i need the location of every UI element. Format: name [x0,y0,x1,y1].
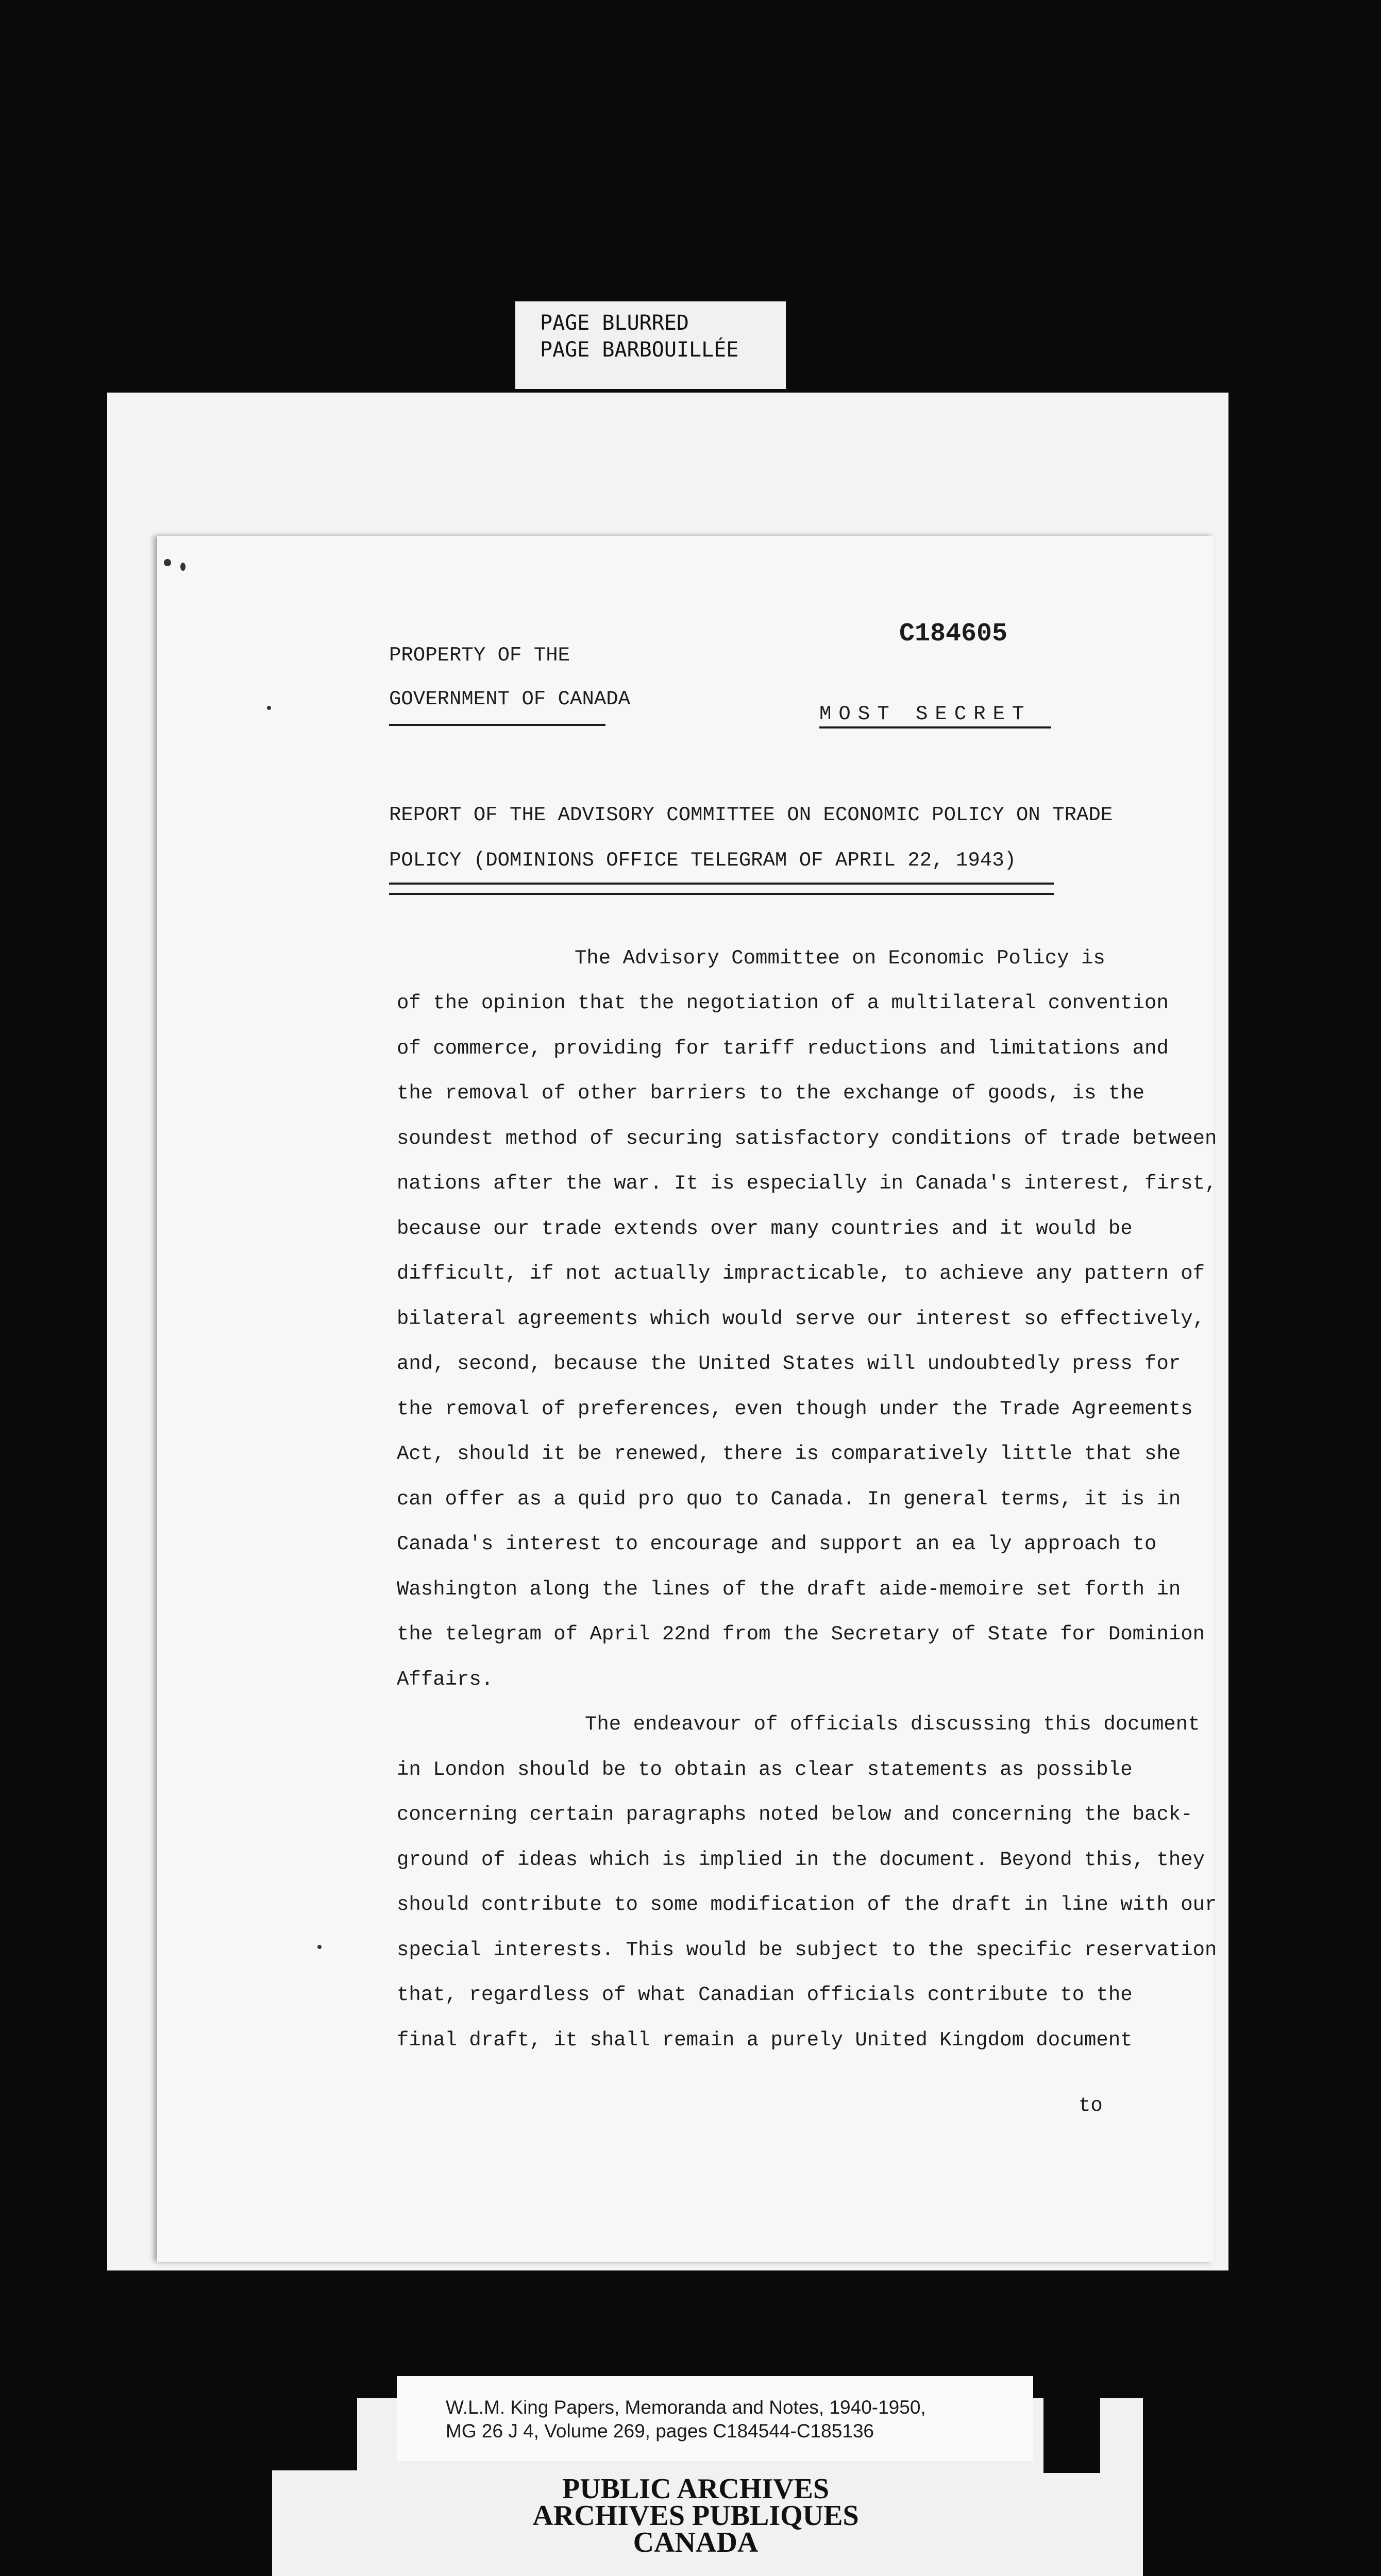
corner-mark [180,563,186,571]
report-title-line-2: POLICY (DOMINIONS OFFICE TELEGRAM OF APRIL 22, 1943) [389,849,1016,872]
body-line: and, second, because the United States will undoubtedly press for [397,1352,1181,1375]
body-line: special interests. This would be subject to the specific reservation [397,1939,1217,1961]
public-archives-stamp [464,2473,928,2558]
margin-dot [317,1945,322,1949]
body-line: of the opinion that the negotiation of a multilateral convention [397,992,1169,1014]
continuation-word: to [1079,2094,1103,2117]
body-line: Canada's interest to encourage and support an ea ly approach to [397,1533,1157,1555]
page-blurred-stamp [515,301,786,389]
body-line: the removal of preferences, even though under the Trade Agreements [397,1398,1193,1420]
body-line: soundest method of securing satisfactory conditions of trade between [397,1127,1217,1150]
body-line: Affairs. [397,1668,494,1691]
archives-line3: CANADA [633,2527,759,2558]
body-line: Act, should it be renewed, there is comparatively little that she [397,1443,1181,1465]
body-line: Washington along the lines of the draft aide-memoire set forth in [397,1578,1181,1601]
body-line: should contribute to some modification of the draft in line with our [397,1893,1217,1916]
body-line: in London should be to obtain as clear statements as possible [397,1758,1133,1781]
document-number: C184605 [899,619,1008,649]
title-double-rule-top [389,883,1054,885]
body-line: difficult, if not actually impracticable, to achieve any pattern of [397,1262,1205,1285]
body-line: can offer as a quid pro quo to Canada. In general terms, it is in [397,1488,1181,1511]
body-line: the removal of other barriers to the exchange of goods, is the [397,1082,1145,1105]
archives-line2: ARCHIVES PUBLIQUES [532,2500,859,2532]
report-title-line-1: REPORT OF THE ADVISORY COMMITTEE ON ECONOMIC POLICY ON TRADE [389,804,1113,826]
margin-dot [267,706,271,710]
property-underline [389,724,605,726]
body-line: because our trade extends over many countries and it would be [397,1217,1133,1240]
body-line: final draft, it shall remain a purely United Kingdom document [397,2029,1133,2052]
body-line: of commerce, providing for tariff reductions and limitations and [397,1037,1169,1060]
body-line: nations after the war. It is especially in Canada's interest, first, [397,1172,1217,1195]
property-line-1: PROPERTY OF THE [389,644,570,667]
panel-notch-right [1043,2398,1100,2473]
archives-line1: PUBLIC ARCHIVES [562,2473,830,2505]
blur-stamp-line1: PAGE BLURRED [540,311,689,335]
blur-stamp-line2: PAGE BARBOUILLÉE [540,338,739,362]
body-line: ground of ideas which is implied in the document. Beyond this, they [397,1849,1205,1871]
body-line: that, regardless of what Canadian officials contribute to the [397,1984,1133,2006]
citation-line1: W.L.M. King Papers, Memoranda and Notes, 1940-1950, [446,2397,926,2418]
classification-label: MOST SECRET [819,703,1032,725]
body-line: concerning certain paragraphs noted below and concerning the back- [397,1803,1193,1826]
body-line: The endeavour of officials discussing this document [585,1713,1200,1736]
body-line: The Advisory Committee on Economic Policy is [575,947,1105,970]
panel-notch-left [272,2398,357,2470]
property-line-2: GOVERNMENT OF CANADA [389,688,631,710]
corner-mark [164,559,171,566]
citation-line2: MG 26 J 4, Volume 269, pages C184544-C185136 [446,2420,874,2442]
title-double-rule-bottom [389,893,1054,895]
body-line: the telegram of April 22nd from the Secretary of State for Dominion [397,1623,1205,1646]
body-line: bilateral agreements which would serve our interest so effectively, [397,1308,1205,1330]
classification-underline [819,726,1051,728]
citation-label [397,2376,1033,2461]
